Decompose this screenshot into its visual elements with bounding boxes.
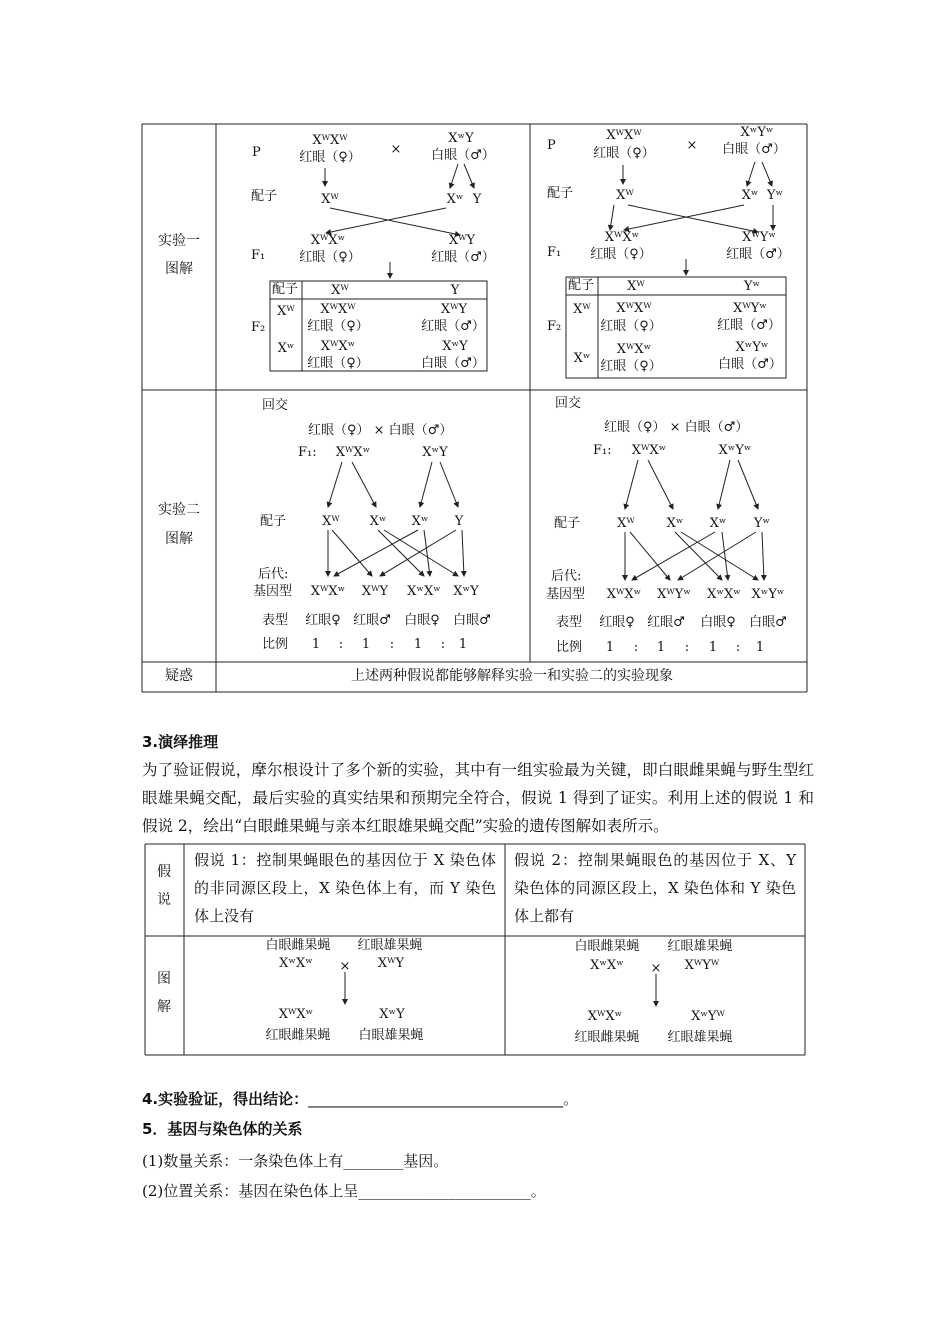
doubt-label: 疑惑 [165, 668, 193, 684]
punnett-c11: XᵂXᵂ [320, 302, 356, 317]
female-genotype: XʷXʷ [279, 956, 313, 971]
p-female-phenotype: 红眼（♀） [299, 150, 361, 165]
punnett-row2: Xʷ [573, 351, 591, 366]
male-phenotype: 红眼雄果蝇 [667, 939, 733, 954]
section4-text: 4.实验验证，得出结论： [142, 1090, 309, 1108]
ratio-1: 1 [605, 640, 615, 655]
phenotype-4: 白眼♂ [749, 615, 787, 630]
punnett-row1: Xᵂ [277, 304, 295, 319]
cross-symbol: × [686, 138, 698, 153]
ratio-sep-1: : [633, 640, 639, 655]
f2-label: F₂ [251, 320, 266, 335]
section5-q2: (2)位置关系：基因在染色体上呈_______________________。 [142, 1182, 546, 1200]
offspring-2-phenotype: 白眼雄果蝇 [358, 1028, 424, 1043]
ratio-4: 1 [755, 640, 765, 655]
male-phenotype: 红眼雄果蝇 [357, 938, 423, 953]
offspring-1-phenotype: 红眼雌果蝇 [574, 1030, 640, 1045]
p-female-genotype: XᵂXᵂ [606, 128, 642, 143]
gamete-2: Xʷ [666, 516, 684, 531]
offspring-2: XᵂY [361, 584, 389, 599]
gamete-2: Xʷ [369, 514, 387, 529]
f1-male-phenotype: 红眼（♂） [726, 247, 790, 262]
f1-female-phenotype: 红眼（♀） [590, 247, 652, 262]
punnett-c12-ph: 红眼（♂） [717, 318, 781, 333]
offspring-label: 后代: [258, 567, 289, 582]
p-male-genotype: XʷY [448, 131, 474, 146]
offspring-2-genotype: XʷY [379, 1007, 405, 1022]
gamete-label: 配子 [260, 514, 287, 529]
ratio-sep-3: : [440, 637, 446, 652]
gamete-1: Xᵂ [617, 516, 635, 531]
ratio-2: 1 [656, 640, 666, 655]
punnett-row2: Xʷ [277, 341, 295, 356]
f1-female-genotype: XᵂXʷ [310, 233, 346, 248]
gamete-label: 配子 [554, 516, 581, 531]
offspring-1-genotype: XᵂXʷ [278, 1007, 314, 1022]
punnett-col2: Y [450, 283, 460, 298]
ratio-label: 比例 [556, 640, 583, 655]
f1-male-genotype: XᵂY [448, 233, 476, 248]
offspring-1-genotype: XᵂXʷ [587, 1009, 623, 1024]
punnett-c22: XʷY [442, 339, 468, 354]
offspring-1-phenotype: 红眼雌果蝇 [265, 1028, 331, 1043]
phenotype-1: 红眼♀ [599, 615, 635, 630]
ratio-sep-3: : [735, 640, 741, 655]
gamete-3: Xʷ [709, 516, 727, 531]
offspring-3: XʷXʷ [707, 587, 741, 602]
f1-label: F₁ [251, 248, 266, 263]
punnett-c11: XᵂXᵂ [616, 301, 652, 316]
genotype-label: 基因型 [253, 584, 293, 599]
f1-female: XᵂXʷ [631, 443, 667, 458]
male-genotype: XᵂY [377, 956, 405, 971]
offspring-2-phenotype: 红眼雄果蝇 [667, 1030, 733, 1045]
ratio-2: 1 [361, 637, 371, 652]
section4-blank[interactable]: __________________________________ [308, 1090, 564, 1108]
phenotype-2: 红眼♂ [353, 613, 391, 628]
ratio-3: 1 [708, 640, 718, 655]
phenotype-3: 白眼♀ [700, 615, 736, 630]
phenotype-2: 红眼♂ [647, 615, 685, 630]
hypothesis-2-text: 假说 2：控制果蝇眼色的基因位于 X、Y 染色体的同源区段上，X 染色体和 Y 染色体上都有 [514, 851, 796, 925]
section4-end: 。 [563, 1090, 579, 1108]
gamete-3: Xʷ [411, 514, 429, 529]
f1-male-phenotype: 红眼（♂） [431, 250, 495, 265]
ratio-3: 1 [413, 637, 423, 652]
ratio-1: 1 [311, 637, 321, 652]
parents-phenotype: 红眼（♀） × 白眼（♂） [604, 420, 749, 435]
section4-line [142, 1088, 578, 1109]
gamete-3: Y [472, 192, 482, 207]
p-label: P [252, 145, 261, 160]
offspring-3: XʷXʷ [407, 584, 441, 599]
hypothesis-1-text: 假说 1：控制果蝇眼色的基因位于 X 染色体的非同源区段上，X 染色体上有，而 Y 染色体上没有 [194, 851, 496, 925]
genotype-label: 基因型 [546, 587, 586, 602]
offspring-1: XᵂXʷ [606, 587, 642, 602]
section5-heading: 5．基因与染色体的关系 [142, 1120, 303, 1138]
punnett-corner: 配子 [272, 282, 299, 297]
backcross-title: 回交 [555, 396, 582, 411]
phenotype-3: 白眼♀ [404, 613, 440, 628]
gamete-3: Yʷ [766, 188, 784, 203]
gamete-label: 配子 [547, 186, 574, 201]
offspring-4: XʷYʷ [751, 587, 785, 602]
ratio-sep-2: : [389, 637, 395, 652]
f1-male-genotype: XᵂYʷ [742, 230, 776, 245]
f1-female-phenotype: 红眼（♀） [299, 250, 361, 265]
backcross-title: 回交 [262, 398, 289, 413]
offspring-2-genotype: XʷYᵂ [691, 1009, 725, 1024]
parents-phenotype: 红眼（♀） × 白眼（♂） [308, 423, 453, 438]
gamete-label: 配子 [251, 189, 278, 204]
gamete-1: Xᵂ [322, 514, 340, 529]
female-phenotype: 白眼雌果蝇 [265, 938, 331, 953]
phenotype-label: 表型 [556, 615, 583, 630]
f1-label: F₁: [593, 443, 612, 458]
punnett-col2: Yʷ [743, 279, 761, 294]
cross-symbol: × [650, 961, 662, 976]
diagram-label-2: 解 [157, 999, 171, 1015]
exp1-label-line2: 图解 [165, 261, 193, 277]
f1-label: F₁: [298, 445, 317, 460]
p-label: P [547, 138, 556, 153]
exp2-label-line2: 图解 [165, 531, 193, 547]
gamete-2: Xʷ [446, 192, 464, 207]
cross-symbol: × [390, 142, 402, 157]
male-genotype: XᵂYᵂ [684, 958, 720, 973]
offspring-4: XʷY [453, 584, 479, 599]
punnett-col1: Xᵂ [627, 279, 645, 294]
punnett-c12-ph: 红眼（♂） [421, 319, 485, 334]
punnett-c22-ph: 白眼（♂） [718, 357, 782, 372]
section3-heading: 3.演绎推理 [142, 733, 219, 751]
gamete-4: Y [454, 514, 464, 529]
offspring-2: XᵂYʷ [657, 587, 691, 602]
f1-female-genotype: XᵂXʷ [604, 230, 640, 245]
doubt-text: 上述两种假说都能够解释实验一和实验二的实验现象 [351, 668, 673, 684]
hypothesis-label-2: 说 [157, 892, 171, 908]
f1-male: XʷY [422, 445, 448, 460]
section3-paragraph: 为了验证假说，摩尔根设计了多个新的实验，其中有一组实验最为关键，即白眼雌果蝇与野生型红眼雄果蝇交配，最后实验的真实结果和预期完全符合，假说 1 得到了证实。利用上述的假说 1 和假说 2，绘出“白眼雌果蝇与亲本红眼雄果蝇交配”实验的遗传图解如表所示。 [142, 761, 814, 835]
section5-q1: (1)数量关系：一条染色体上有________基因。 [142, 1152, 449, 1170]
punnett-c21: XᵂXʷ [616, 342, 652, 357]
p-male-phenotype: 白眼（♂） [431, 148, 495, 163]
punnett-c12: XᵂY [440, 302, 468, 317]
diagram-label-1: 图 [157, 971, 171, 987]
punnett-c11-ph: 红眼（♀） [600, 319, 662, 334]
female-genotype: XʷXʷ [590, 958, 624, 973]
phenotype-label: 表型 [262, 613, 289, 628]
ratio-label: 比例 [262, 637, 289, 652]
exp2-label-line1: 实验二 [158, 502, 200, 518]
phenotype-4: 白眼♂ [453, 613, 491, 628]
p-male-phenotype: 白眼（♂） [722, 142, 786, 157]
f1-label: F₁ [547, 245, 562, 260]
punnett-row1: Xᵂ [573, 302, 591, 317]
p-male-genotype: XʷYʷ [740, 125, 774, 140]
punnett-c21: XᵂXʷ [320, 339, 356, 354]
punnett-c11-ph: 红眼（♀） [307, 319, 369, 334]
gamete-1: Xᵂ [321, 192, 339, 207]
hypothesis-label-1: 假 [157, 864, 171, 880]
punnett-c22-ph: 白眼（♂） [421, 356, 485, 371]
punnett-c22: XʷYʷ [735, 340, 769, 355]
gamete-4: Yʷ [753, 516, 771, 531]
p-female-phenotype: 红眼（♀） [593, 146, 655, 161]
punnett-c12: XᵂYʷ [733, 301, 767, 316]
f1-male: XʷYʷ [718, 443, 752, 458]
f1-female: XᵂXʷ [335, 445, 371, 460]
punnett-c21-ph: 红眼（♀） [307, 356, 369, 371]
f2-label: F₂ [547, 319, 562, 334]
ratio-sep-1: : [338, 637, 344, 652]
cross-symbol: × [339, 959, 351, 974]
p-female-genotype: XᵂXᵂ [312, 133, 348, 148]
exp1-label-line1: 实验一 [158, 233, 200, 249]
punnett-corner: 配子 [568, 278, 595, 293]
offspring-1: XᵂXʷ [310, 584, 346, 599]
gamete-2: Xʷ [741, 188, 759, 203]
phenotype-1: 红眼♀ [305, 613, 341, 628]
offspring-label: 后代: [551, 569, 582, 584]
punnett-col1: Xᵂ [331, 283, 349, 298]
gamete-1: Xᵂ [616, 188, 634, 203]
punnett-c21-ph: 红眼（♀） [600, 359, 662, 374]
female-phenotype: 白眼雌果蝇 [574, 939, 640, 954]
ratio-sep-2: : [684, 640, 690, 655]
ratio-4: 1 [458, 637, 468, 652]
